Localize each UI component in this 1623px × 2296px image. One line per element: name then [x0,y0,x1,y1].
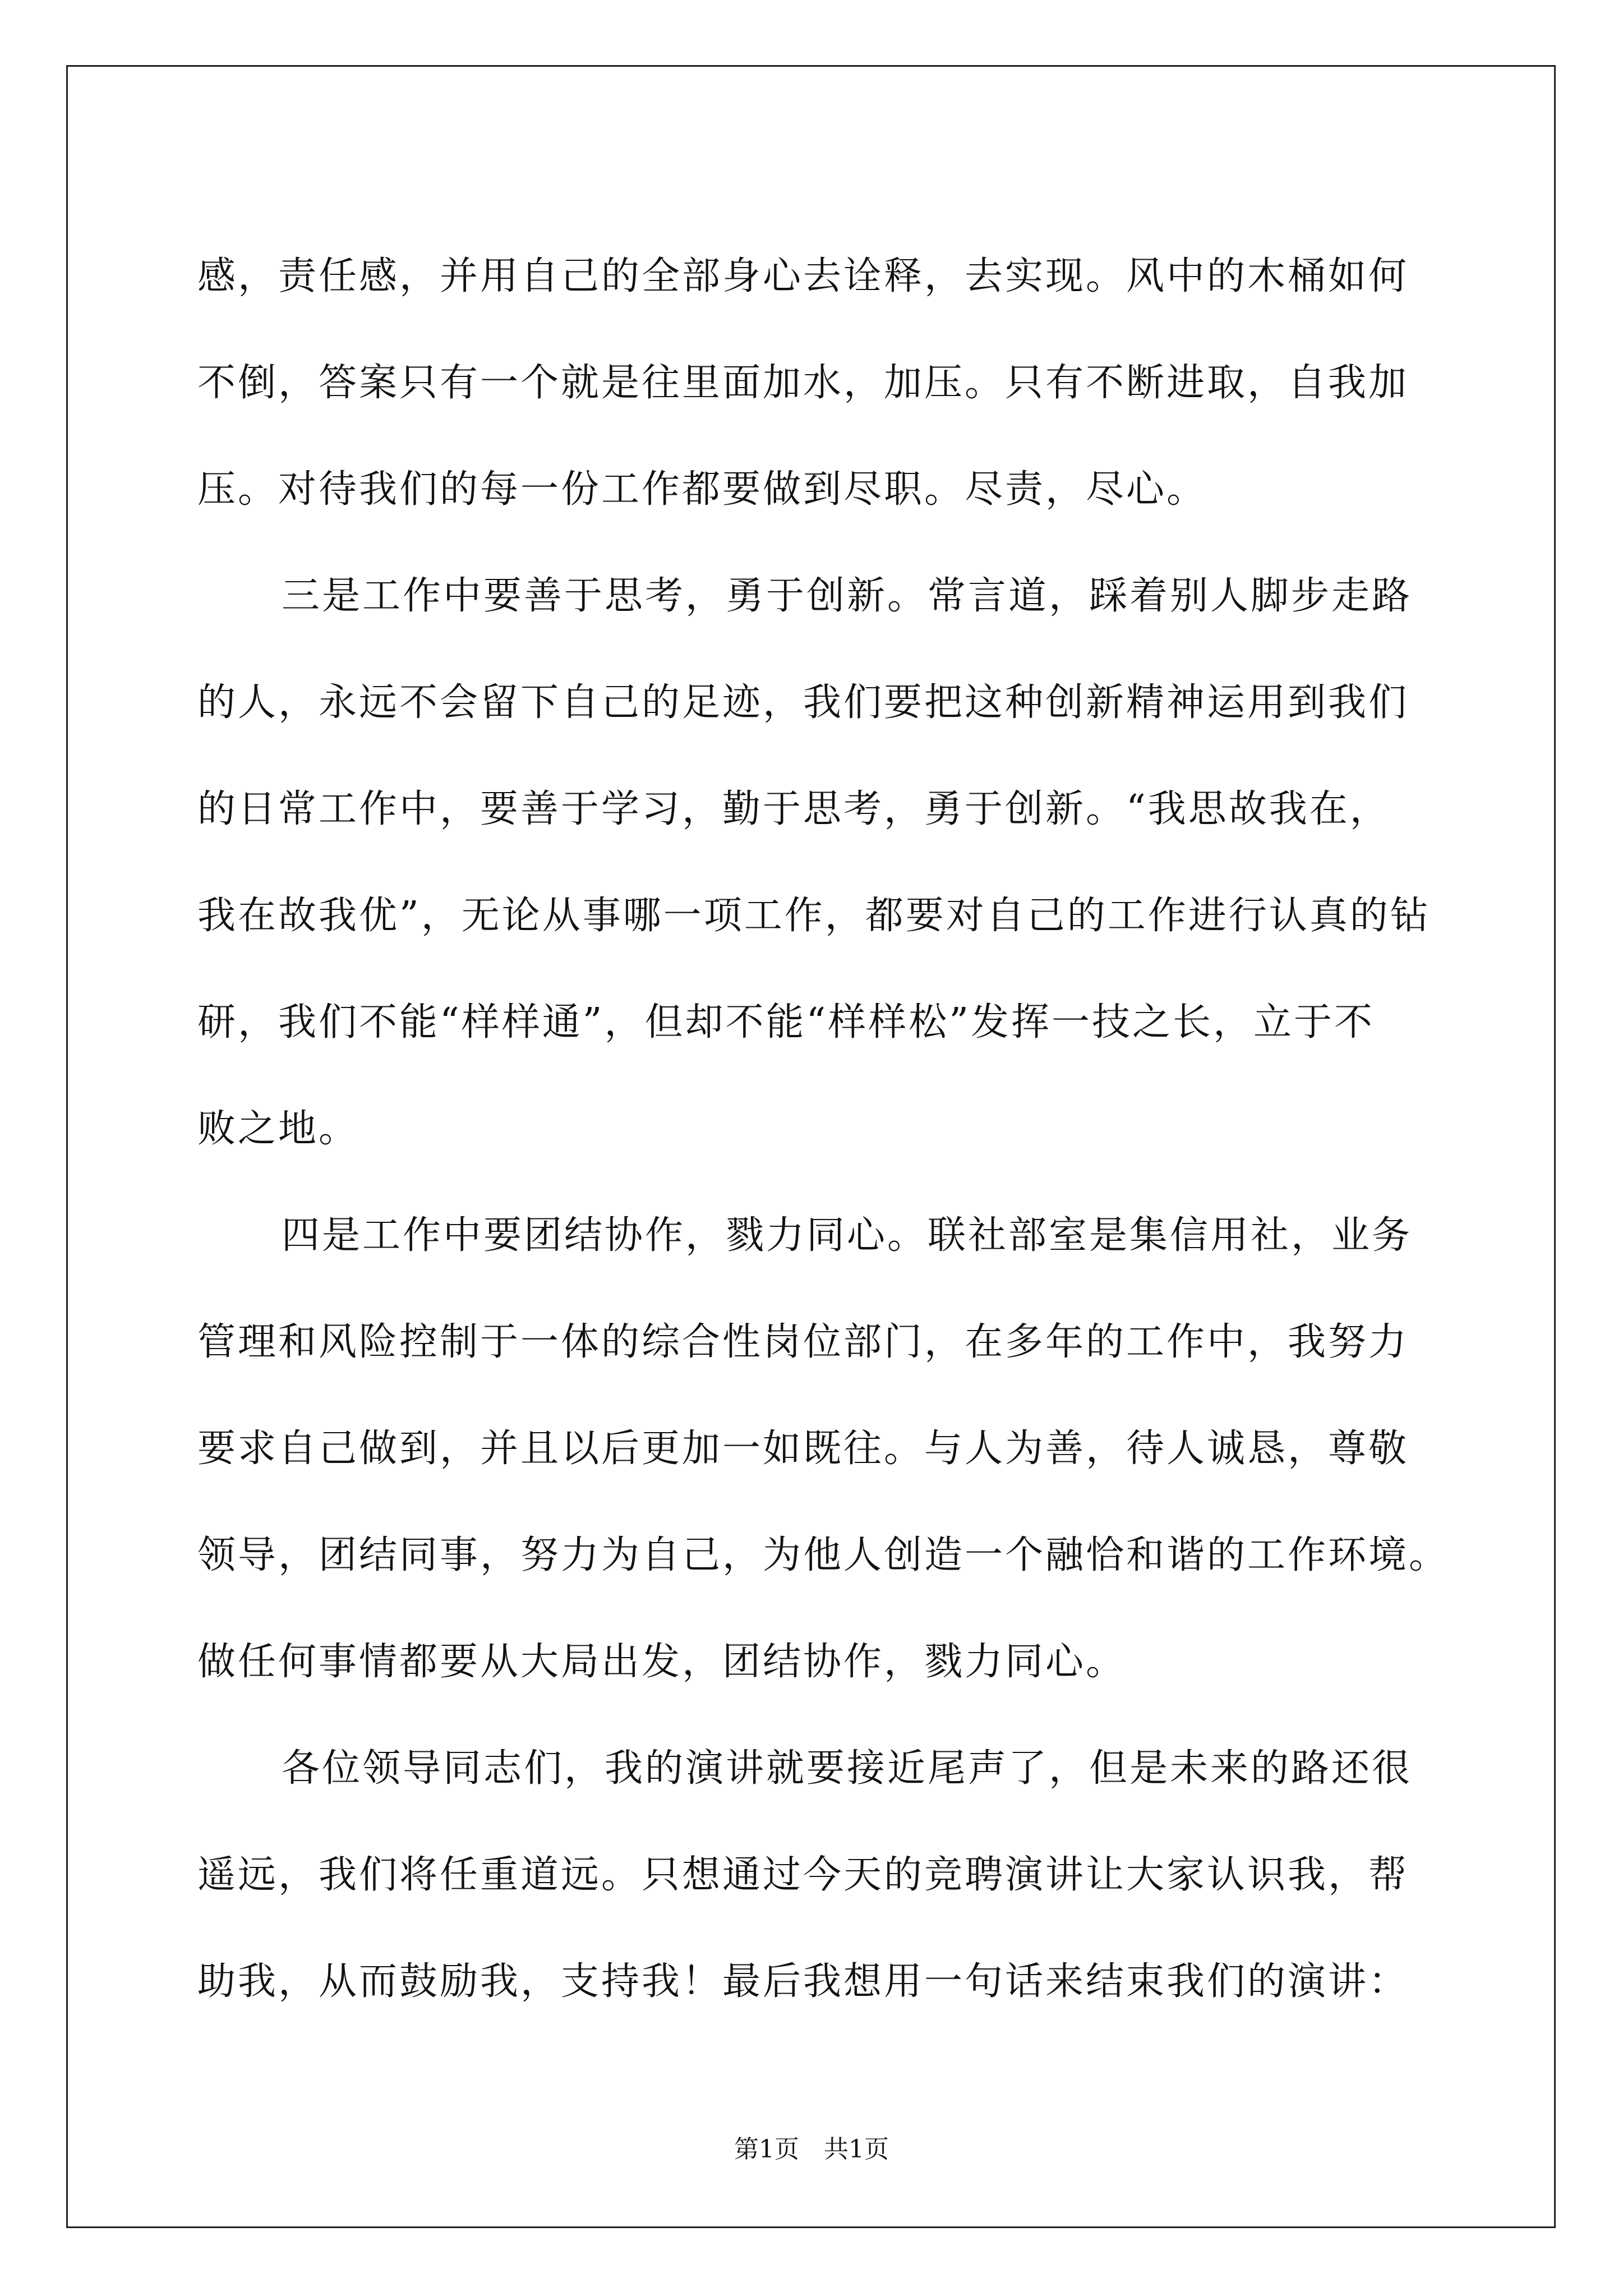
text-line-2: 不倒，答案只有一个就是往里面加水，加压。只有不断进取，自我加 [197,361,1409,405]
closing-paragraph-start: 各位领导同志们，我的演讲就要接近尾声了，但是未来的路还很 [282,1746,1413,1791]
page-number-footer: 第1页 共1页 [734,2135,889,2164]
paragraph-four-start: 四是工作中要团结协作，戮力同心。联社部室是集信用社，业务 [282,1213,1413,1258]
text-line-1: 感，责任感，并用自己的全部身心去诠释，去实现。风中的木桶如何 [197,254,1409,298]
text-line-12: 要求自己做到，并且以后更加一如既往。与人为善，待人诚恳，尊敬 [197,1427,1409,1471]
text-line-11: 管理和风险控制于一体的综合性岗位部门，在多年的工作中，我努力 [197,1320,1409,1364]
text-line-5: 的人，永远不会留下自己的足迹，我们要把这种创新精神运用到我们 [197,680,1409,725]
text-line-16: 遥远，我们将任重道远。只想通过今天的竞聘演讲让大家认识我，帮 [197,1853,1409,1897]
paragraph-three-start: 三是工作中要善于思考，勇于创新。常言道，踩着别人脚步走路 [282,574,1413,618]
text-line-13: 领导，团结同事，努力为自己，为他人创造一个融恰和谐的工作环境。 [197,1533,1450,1577]
text-line-3: 压。对待我们的每一份工作都要做到尽职。尽责，尽心。 [197,467,1207,512]
text-line-9: 败之地。 [197,1107,359,1151]
text-line-14: 做任何事情都要从大局出发，团结协作，戮力同心。 [197,1640,1127,1684]
text-line-17: 助我，从而鼓励我，支持我！最后我想用一句话来结束我们的演讲： [197,1959,1409,2004]
text-line-8: 研，我们不能“样样通”，但却不能“样样松”发挥一技之长，立于不 [197,1000,1375,1045]
text-line-6: 的日常工作中，要善于学习，勤于思考，勇于创新。“我思故我在， [197,787,1390,831]
text-line-7: 我在故我优”，无论从事哪一项工作，都要对自己的工作进行认真的钻 [197,894,1431,938]
document-body [197,223,1459,2035]
